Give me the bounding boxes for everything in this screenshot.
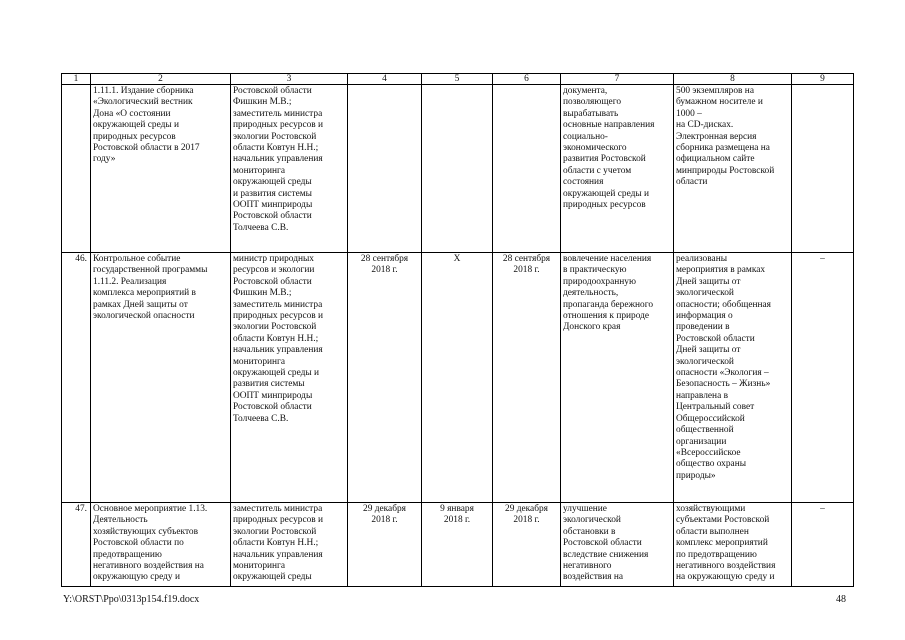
activity-name: 1.11.1. Издание сборника «Экологический вестник Дона «О состоянии окружающей среды и природных ресурсов Ростовской области в 2017 году» xyxy=(91,85,231,253)
note xyxy=(792,85,854,253)
note: – xyxy=(792,253,854,503)
header-col-3: 3 xyxy=(231,74,348,85)
header-col-5: 5 xyxy=(422,74,493,85)
actual-start-date xyxy=(422,85,493,253)
table-row xyxy=(62,253,854,503)
activity-name: Контрольное событие государственной программы 1.11.2. Реализация комплекса мероприятий в рамках Дней защиты от экологической опасности xyxy=(91,253,231,503)
responsible-executor: министр природных ресурсов и экологии Ростовской области Фишкин М.В.; заместитель министра природных ресурсов и экологии Ростовской области Ковтун Н.Н.; начальник управления мониторинга окружающей среды и развития системы ООПТ минприроды Ростовской области Толчеева С.В. xyxy=(231,253,348,503)
table-row xyxy=(62,85,854,253)
planned-date: 28 сентября 2018 г. xyxy=(348,253,422,503)
footer-file-path: Y:\ORST\Ppo\0313p154.f19.docx xyxy=(63,594,200,605)
header-col-1: 1 xyxy=(62,74,91,85)
activity-name: Основное мероприятие 1.13. Деятельность хозяйствующих субъектов Ростовской области по предотвращению негативного воздействия на окружающую среду и xyxy=(91,503,231,587)
page-number: 48 xyxy=(836,594,846,605)
header-row xyxy=(62,74,854,85)
actual-end-date: 29 декабря 2018 г. xyxy=(493,503,561,587)
row-number xyxy=(62,85,91,253)
responsible-executor: Ростовской области Фишкин М.В.; заместитель министра природных ресурсов и экологии Ростовской области Ковтун Н.Н.; начальник управления мониторинга окружающей среды и развития системы ООПТ минприроды Ростовской области Толчеева С.В. xyxy=(231,85,348,253)
actual-result: реализованы мероприятия в рамках Дней защиты от экологической опасности; обобщенная информация о проведении в Ростовской области Дней защиты от экологической опасности «Экология – Безопасность – Жизнь» направлена в Центральный совет Общероссийской общественной организации «Всероссийское общество охраны природы» xyxy=(674,253,792,503)
actual-end-date: 28 сентября 2018 г. xyxy=(493,253,561,503)
table-row xyxy=(62,503,854,587)
expected-result: документа, позволяющего вырабатывать основные направления социально- экономического развития Ростовской области с учетом состояния окружающей среды и природных ресурсов xyxy=(561,85,674,253)
report-table xyxy=(61,73,854,587)
planned-date: 29 декабря 2018 г. xyxy=(348,503,422,587)
header-col-6: 6 xyxy=(493,74,561,85)
expected-result: улучшение экологической обстановки в Ростовской области вследствие снижения негативного воздействия на xyxy=(561,503,674,587)
actual-result: 500 экземпляров на бумажном носителе и 1000 – на CD-дисках. Электронная версия сборника размещена на официальном сайте минприроды Ростовской области xyxy=(674,85,792,253)
responsible-executor: заместитель министра природных ресурсов и экологии Ростовской области Ковтун Н.Н.; начальник управления мониторинга окружающей среды xyxy=(231,503,348,587)
planned-date xyxy=(348,85,422,253)
expected-result: вовлечение населения в практическую природоохранную деятельность, пропаганда бережного отношения к природе Донского края xyxy=(561,253,674,503)
note: – xyxy=(792,503,854,587)
header-col-7: 7 xyxy=(561,74,674,85)
header-col-8: 8 xyxy=(674,74,792,85)
actual-start-date: X xyxy=(422,253,493,503)
header-col-9: 9 xyxy=(792,74,854,85)
row-number: 47. xyxy=(62,503,91,587)
header-col-4: 4 xyxy=(348,74,422,85)
actual-end-date xyxy=(493,85,561,253)
actual-start-date: 9 января 2018 г. xyxy=(422,503,493,587)
row-number: 46. xyxy=(62,253,91,503)
actual-result: хозяйствующими субъектами Ростовской области выполнен комплекс мероприятий по предотвращению негативного воздействия на окружающую среду и xyxy=(674,503,792,587)
header-col-2: 2 xyxy=(91,74,231,85)
